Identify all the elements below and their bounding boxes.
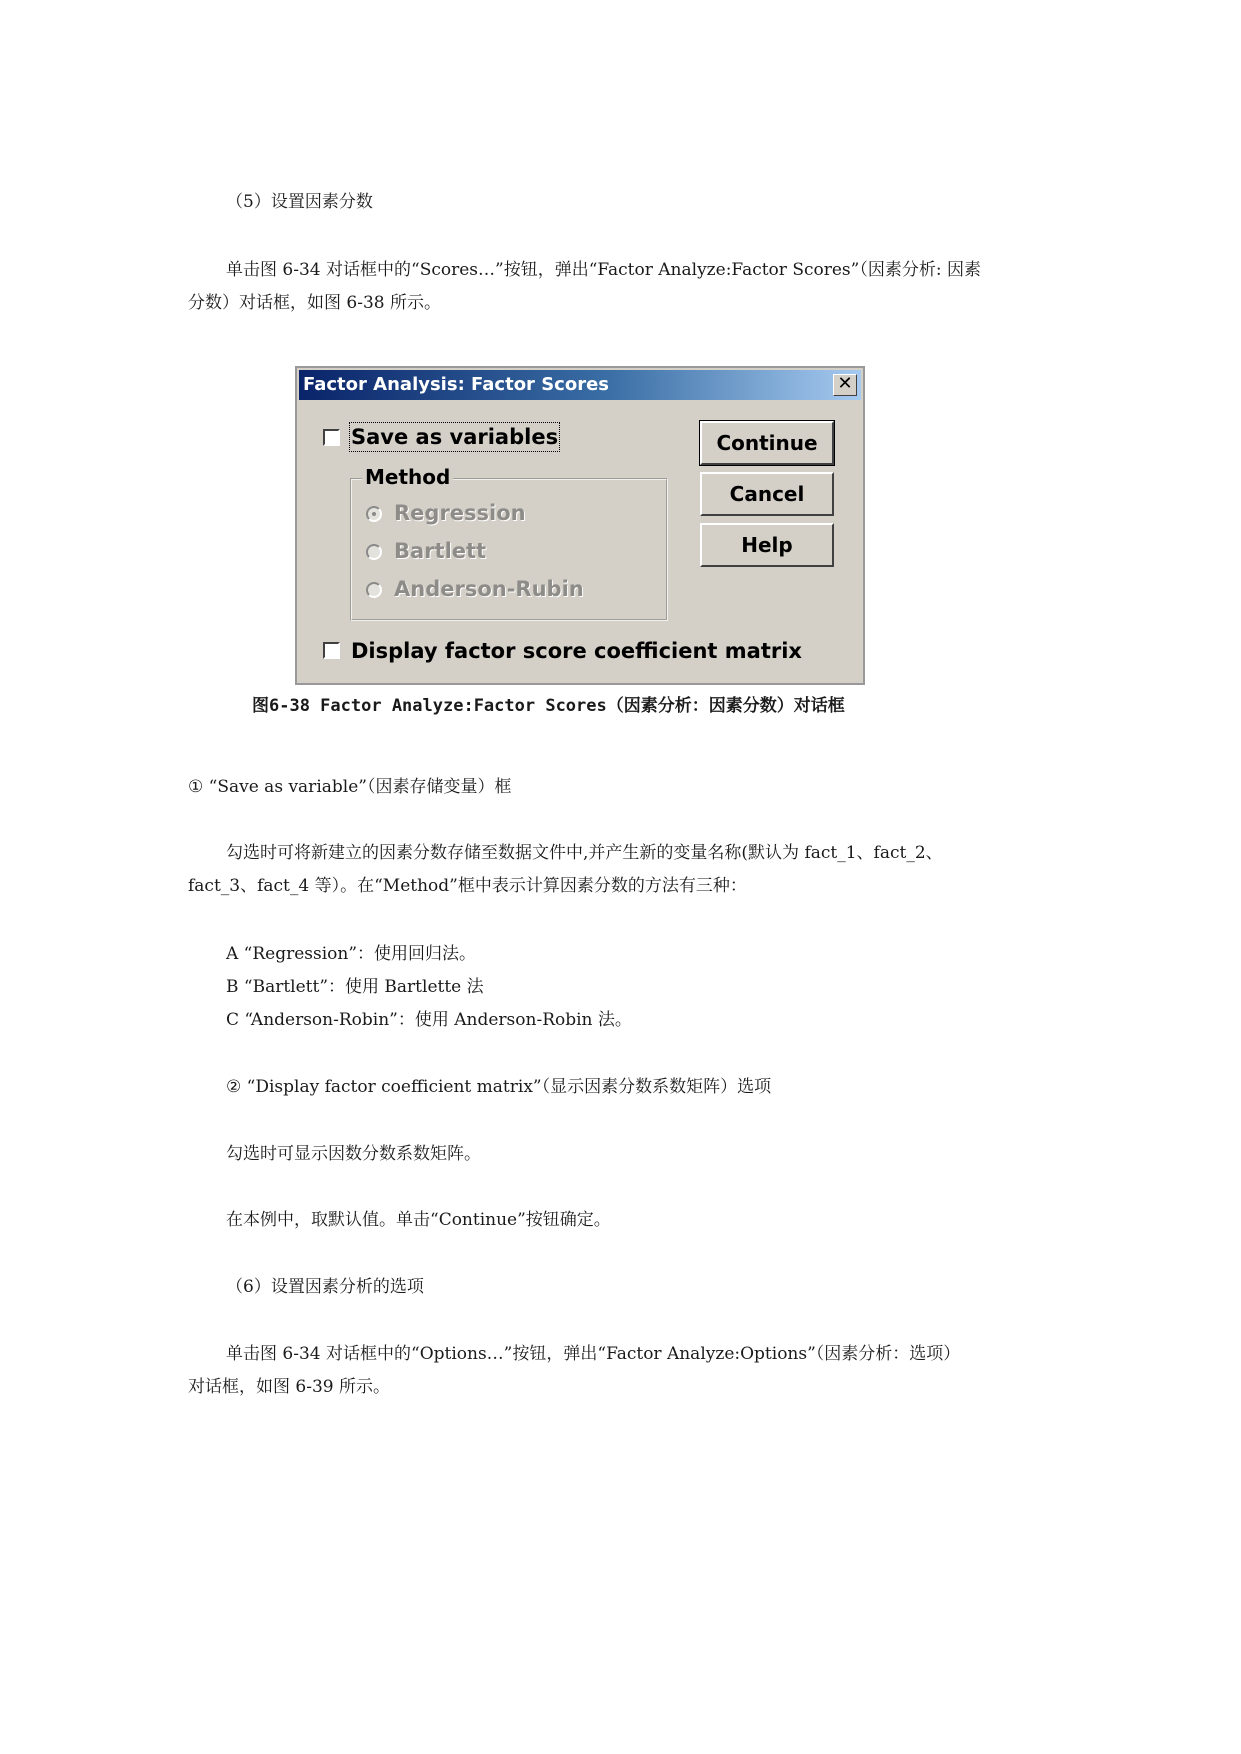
paragraph-1-line-2: 分数）对话框，如图 6-38 所示。 <box>188 293 441 313</box>
example-note: 在本例中，取默认值。单击“Continue”按钮确定。 <box>226 1210 611 1230</box>
method-a-text: A “Regression”：使用回归法。 <box>226 944 477 964</box>
help-button[interactable]: Help <box>700 523 834 567</box>
item-1-desc-line-2: fact_3、fact_4 等）。在“Method”框中表示计算因素分数的方法有三种： <box>188 876 747 896</box>
figure-caption: 图6-38 Factor Analyze:Factor Scores（因素分析：因素分数）对话框 <box>252 696 845 716</box>
paragraph-1-line-1: 单击图 6-34 对话框中的“Scores…”按钮，弹出“Factor Analyze:Factor Scores”（因素分析: 因素 <box>226 260 981 280</box>
section-6-heading: （6）设置因素分析的选项 <box>226 1277 424 1297</box>
cancel-button[interactable]: Cancel <box>700 472 834 516</box>
regression-radio[interactable] <box>366 506 382 522</box>
radio-selected-dot <box>372 512 376 516</box>
continue-button[interactable]: Continue <box>700 421 834 465</box>
close-icon[interactable]: ✕ <box>833 374 857 396</box>
save-as-variables-label[interactable]: Save as variables <box>351 425 559 449</box>
item-1-title: ① “Save as variable”（因素存储变量）框 <box>188 777 512 797</box>
display-matrix-checkbox[interactable] <box>323 642 340 659</box>
paragraph-2-line-1: 单击图 6-34 对话框中的“Options…”按钮，弹出“Factor Analyze:Options”（因素分析：选项） <box>226 1344 961 1364</box>
item-1-desc-line-1: 勾选时可将新建立的因素分数存储至数据文件中,并产生新的变量名称(默认为 fact_1、fact_2、 <box>226 843 943 863</box>
item-2-title: ② “Display factor coefficient matrix”（显示因素分数系数矩阵）选项 <box>226 1077 772 1097</box>
dialog-title: Factor Analysis: Factor Scores <box>303 374 609 395</box>
method-b-text: B “Bartlett”：使用 Bartlette 法 <box>226 977 484 997</box>
method-group-title: Method <box>362 465 453 489</box>
anderson-rubin-radio[interactable] <box>366 582 382 598</box>
display-matrix-label[interactable]: Display factor score coefficient matrix <box>351 639 802 663</box>
section-5-heading: （5）设置因素分数 <box>226 192 373 212</box>
factor-scores-dialog <box>295 366 865 685</box>
dialog-titlebar <box>299 370 861 400</box>
regression-label[interactable]: Regression <box>394 501 526 525</box>
bartlett-label[interactable]: Bartlett <box>394 539 487 563</box>
anderson-rubin-label[interactable]: Anderson-Rubin <box>394 577 584 601</box>
method-c-text: C “Anderson-Robin”：使用 Anderson-Robin 法。 <box>226 1010 632 1030</box>
paragraph-2-line-2: 对话框，如图 6-39 所示。 <box>188 1377 390 1397</box>
bartlett-radio[interactable] <box>366 544 382 560</box>
save-as-variables-checkbox[interactable] <box>323 429 340 446</box>
item-2-desc: 勾选时可显示因数分数系数矩阵。 <box>226 1144 481 1164</box>
